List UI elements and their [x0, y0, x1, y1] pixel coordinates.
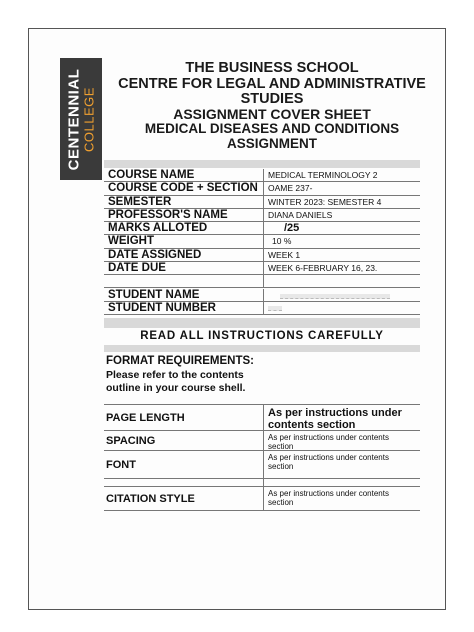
date-assigned-label: DATE ASSIGNED [104, 249, 264, 261]
cover-sheet-title: ASSIGNMENT COVER SHEET [173, 106, 371, 122]
spacing-value: As per instructions under contents section [268, 433, 389, 451]
professor-value: DIANA DANIELS [268, 209, 333, 220]
citation-style-value: As per instructions under contents section [268, 489, 389, 507]
requirements-table [104, 404, 420, 511]
divider-bar [104, 345, 420, 352]
table-row [104, 182, 420, 195]
font-value: As per instructions under contents section [268, 453, 389, 471]
table-row [104, 487, 420, 511]
logo-line-1: CENTENNIAL [65, 68, 83, 170]
table-row [104, 479, 420, 487]
course-code-label: COURSE CODE + SECTION [104, 182, 264, 194]
weight-value: 10 % [272, 236, 292, 247]
date-due-label: DATE DUE [104, 262, 264, 274]
date-assigned-value: WEEK 1 [268, 249, 301, 260]
divider-bar [104, 318, 420, 328]
student-number-label: STUDENT NUMBER [104, 302, 264, 314]
semester-label: SEMESTER [104, 196, 264, 208]
divider-bar [104, 160, 420, 168]
table-row [104, 222, 420, 235]
professor-label: PROFESSOR'S NAME [104, 209, 264, 221]
weight-label: WEIGHT [104, 235, 264, 247]
empty-cell [104, 479, 264, 486]
date-due-value: WEEK 6-FEBRUARY 16, 23. [268, 263, 378, 274]
table-row [104, 451, 420, 479]
page-length-value: As per instructions under contents section [268, 407, 402, 431]
format-requirements-title: FORMAT REQUIREMENTS: [106, 355, 255, 367]
marks-value: /25 [284, 222, 300, 235]
course-code-value: OAME 237- [268, 183, 313, 194]
student-number-field[interactable] [264, 302, 420, 314]
assignment-title-cont: ASSIGNMENT [226, 136, 317, 151]
instructions-banner: READ ALL INSTRUCTIONS CAREFULLY [140, 330, 384, 342]
centre-title-cont: STUDIES [240, 91, 304, 107]
table-row [104, 249, 420, 262]
course-name-label: COURSE NAME [104, 169, 264, 181]
centre-title: CENTRE FOR LEGAL AND ADMINISTRATIVE [118, 76, 426, 92]
student-table [104, 289, 420, 315]
table-row [104, 275, 420, 288]
table-row [104, 235, 420, 248]
course-info-table [104, 169, 420, 288]
table-row [104, 209, 420, 222]
assignment-title: MEDICAL DISEASES AND CONDITIONS [144, 121, 400, 136]
table-row [104, 405, 420, 431]
page-length-label: PAGE LENGTH [104, 405, 264, 430]
citation-style-label: CITATION STYLE [104, 487, 264, 510]
centennial-college-logo [60, 58, 102, 180]
course-name-value: MEDICAL TERMINOLOGY 2 [268, 170, 378, 180]
empty-cell [104, 275, 264, 287]
table-row [104, 431, 420, 451]
table-row [104, 302, 420, 315]
logo-line-2: COLLEGE [81, 86, 97, 152]
table-row [104, 169, 420, 182]
font-label: FONT [104, 451, 264, 478]
spacing-label: SPACING [104, 431, 264, 450]
school-title: THE BUSINESS SCHOOL [185, 60, 359, 76]
table-row [104, 196, 420, 209]
table-row [104, 262, 420, 275]
student-name-label: STUDENT NAME [104, 289, 264, 301]
semester-value: WINTER 2023: SEMESTER 4 [268, 196, 382, 207]
redacted-number [268, 306, 282, 311]
format-requirements-text: Please refer to the contents outline in your course shell. [106, 369, 246, 394]
marks-label: MARKS ALLOTED [104, 222, 264, 234]
redacted-name [280, 294, 390, 299]
